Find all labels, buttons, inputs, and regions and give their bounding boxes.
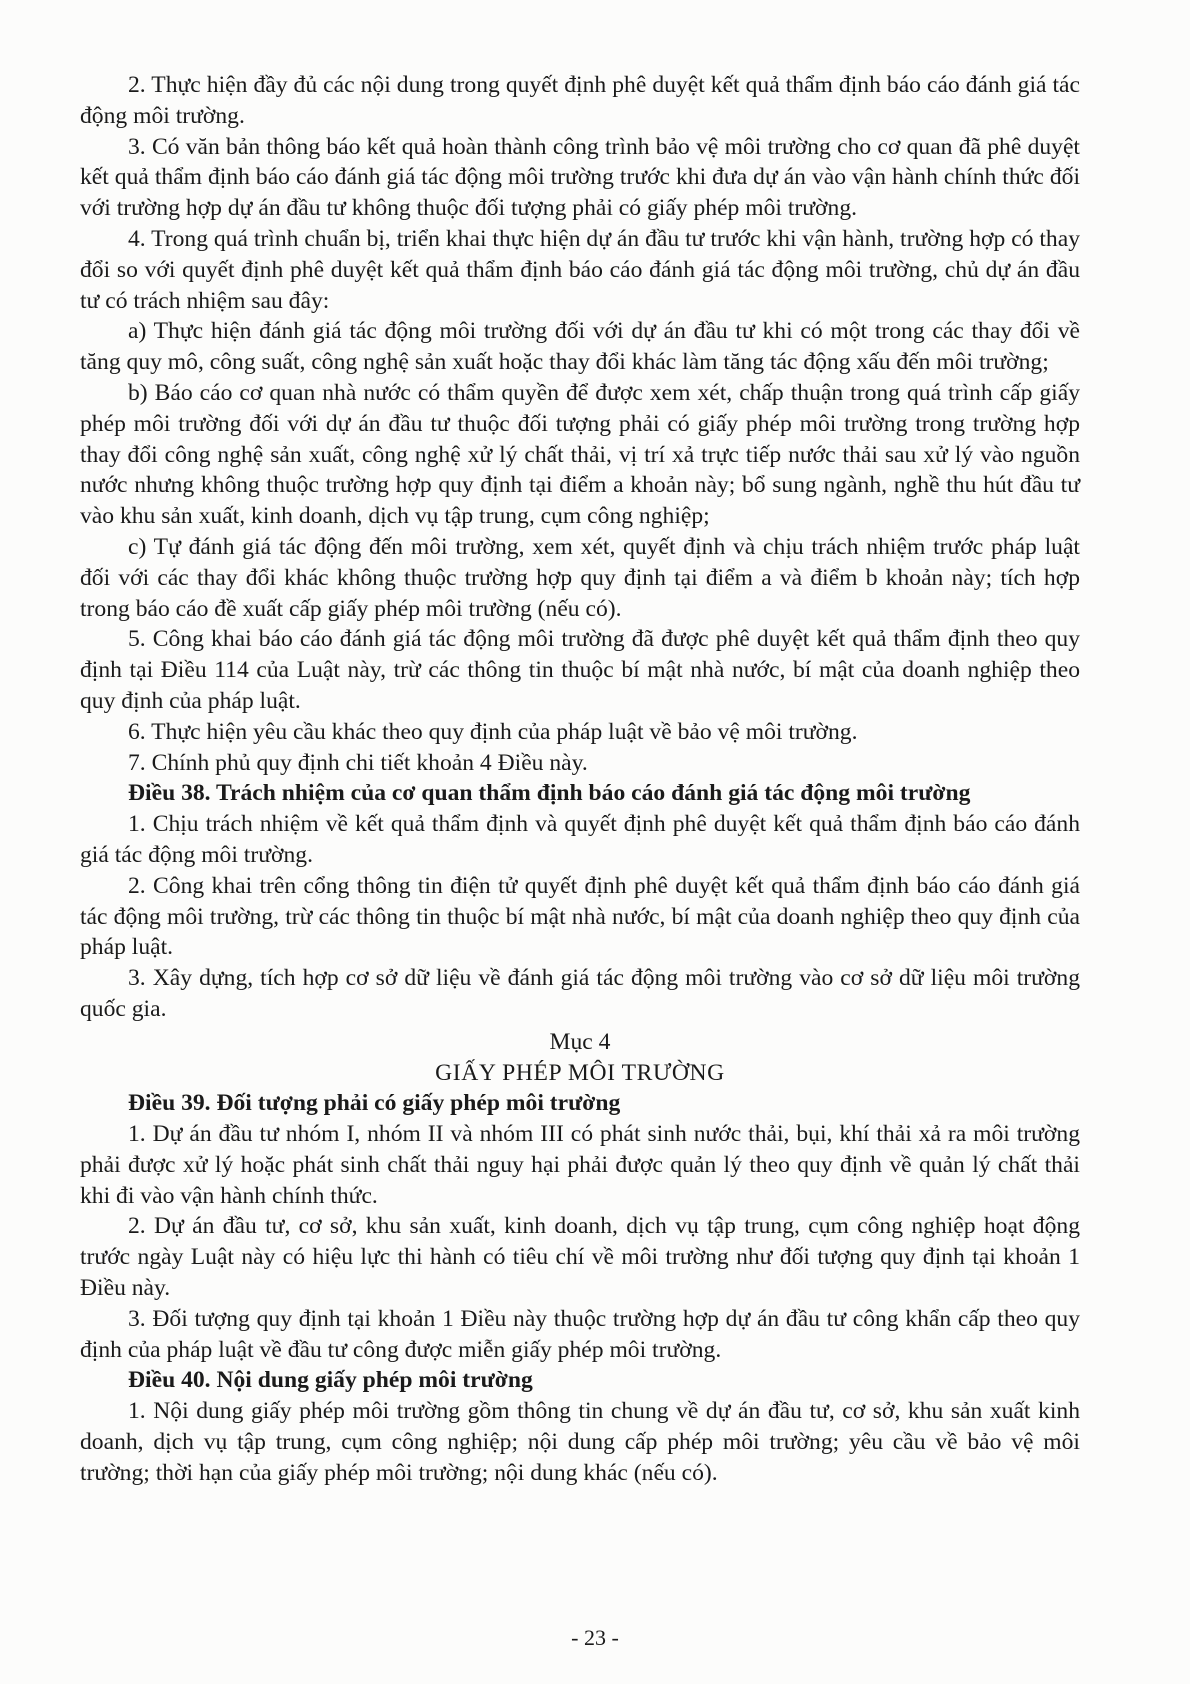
- article-heading: Điều 38. Trách nhiệm của cơ quan thẩm định báo cáo đánh giá tác động môi trường: [128, 780, 971, 807]
- article-heading: Điều 40. Nội dung giấy phép môi trường: [128, 1367, 533, 1394]
- paragraph: 2. Dự án đầu tư, cơ sở, khu sản xuất, kinh doanh, dịch vụ tập trung, cụm công nghiệp hoạt động trước ngày Luật này có hiệu lực thi hành có tiêu chí về môi trường như đối tượng quy định tại khoản 1 Điều này.: [80, 1213, 1080, 1302]
- article-heading: Điều 39. Đối tượng phải có giấy phép môi trường: [128, 1090, 621, 1117]
- paragraph: 1. Nội dung giấy phép môi trường gồm thông tin chung về dự án đầu tư, cơ sở, khu sản xuất kinh doanh, dịch vụ tập trung, cụm công nghiệp; nội dung cấp phép môi trường; yêu cầu về bảo vệ môi trường; thời hạn của giấy phép môi trường; nội dung khác (nếu có).: [80, 1398, 1080, 1486]
- page-number: - 23 -: [571, 1625, 619, 1650]
- paragraph: 7. Chính phủ quy định chi tiết khoản 4 Điều này.: [128, 749, 588, 776]
- paragraph: 2. Thực hiện đầy đủ các nội dung trong quyết định phê duyệt kết quả thẩm định báo cáo đánh giá tác động môi trường.: [80, 72, 1080, 129]
- paragraph: 2. Công khai trên cổng thông tin điện tử quyết định phê duyệt kết quả thẩm định báo cáo đánh giá tác động môi trường, trừ các thông tin thuộc bí mật nhà nước, bí mật của doanh nghiệp theo quy định của pháp luật.: [80, 872, 1080, 961]
- section-title: GIẤY PHÉP MÔI TRƯỜNG: [435, 1059, 725, 1086]
- paragraph: b) Báo cáo cơ quan nhà nước có thẩm quyền để được xem xét, chấp thuận trong quá trình cấp giấy phép môi trường đối với dự án đầu tư thuộc đối tượng phải có giấy phép môi trường trong trường hợp thay đổi công nghệ sản xuất, công nghệ xử lý chất thải, vị trí xả trực tiếp nước thải sau xử lý vào nguồn nước nhưng không thuộc trường hợp quy định tại điểm a khoản này; bổ sung ngành, nghề thu hút đầu tư vào khu sản xuất, kinh doanh, dịch vụ tập trung, cụm công nghiệp;: [80, 379, 1080, 530]
- paragraph: 6. Thực hiện yêu cầu khác theo quy định của pháp luật về bảo vệ môi trường.: [128, 718, 858, 745]
- paragraph: 5. Công khai báo cáo đánh giá tác động môi trường đã được phê duyệt kết quả thẩm định theo quy định tại Điều 114 của Luật này, trừ các thông tin thuộc bí mật nhà nước, bí mật của doanh nghiệp theo quy định của pháp luật.: [80, 626, 1080, 714]
- paragraph: 1. Dự án đầu tư nhóm I, nhóm II và nhóm III có phát sinh nước thải, bụi, khí thải xả ra môi trường phải được xử lý hoặc phát sinh chất thải nguy hại phải được quản lý theo quy định về quản lý chất thải khi đi vào vận hành chính thức.: [80, 1121, 1080, 1209]
- paragraph: c) Tự đánh giá tác động đến môi trường, xem xét, quyết định và chịu trách nhiệm trước pháp luật đối với các thay đổi khác không thuộc trường hợp quy định tại điểm a và điểm b khoản này; tích hợp trong báo cáo đề xuất cấp giấy phép môi trường (nếu có).: [80, 533, 1080, 622]
- paragraph: 3. Xây dựng, tích hợp cơ sở dữ liệu về đánh giá tác động môi trường vào cơ sở dữ liệu môi trường quốc gia.: [80, 965, 1080, 1022]
- section-number: Mục 4: [549, 1028, 611, 1055]
- document-body: [80, 70, 1080, 1489]
- paragraph: 1. Chịu trách nhiệm về kết quả thẩm định và quyết định phê duyệt kết quả thẩm định báo cáo đánh giá tác động môi trường.: [80, 811, 1080, 868]
- paragraph: 3. Có văn bản thông báo kết quả hoàn thành công trình bảo vệ môi trường cho cơ quan đã phê duyệt kết quả thẩm định báo cáo đánh giá tác động môi trường trước khi đưa dự án vào vận hành chính thức đối với trường hợp dự án đầu tư không thuộc đối tượng phải có giấy phép môi trường.: [80, 133, 1080, 222]
- paragraph: 4. Trong quá trình chuẩn bị, triển khai thực hiện dự án đầu tư trước khi vận hành, trường hợp có thay đổi so với quyết định phê duyệt kết quả thẩm định báo cáo đánh giá tác động môi trường, chủ dự án đầu tư có trách nhiệm sau đây:: [80, 225, 1080, 314]
- paragraph: a) Thực hiện đánh giá tác động môi trường đối với dự án đầu tư khi có một trong các thay đổi về tăng quy mô, công suất, công nghệ sản xuất hoặc thay đổi khác làm tăng tác động xấu đến môi trường;: [80, 318, 1080, 376]
- paragraph: 3. Đối tượng quy định tại khoản 1 Điều này thuộc trường hợp dự án đầu tư công khẩn cấp theo quy định của pháp luật về đầu tư công được miễn giấy phép môi trường.: [80, 1305, 1080, 1363]
